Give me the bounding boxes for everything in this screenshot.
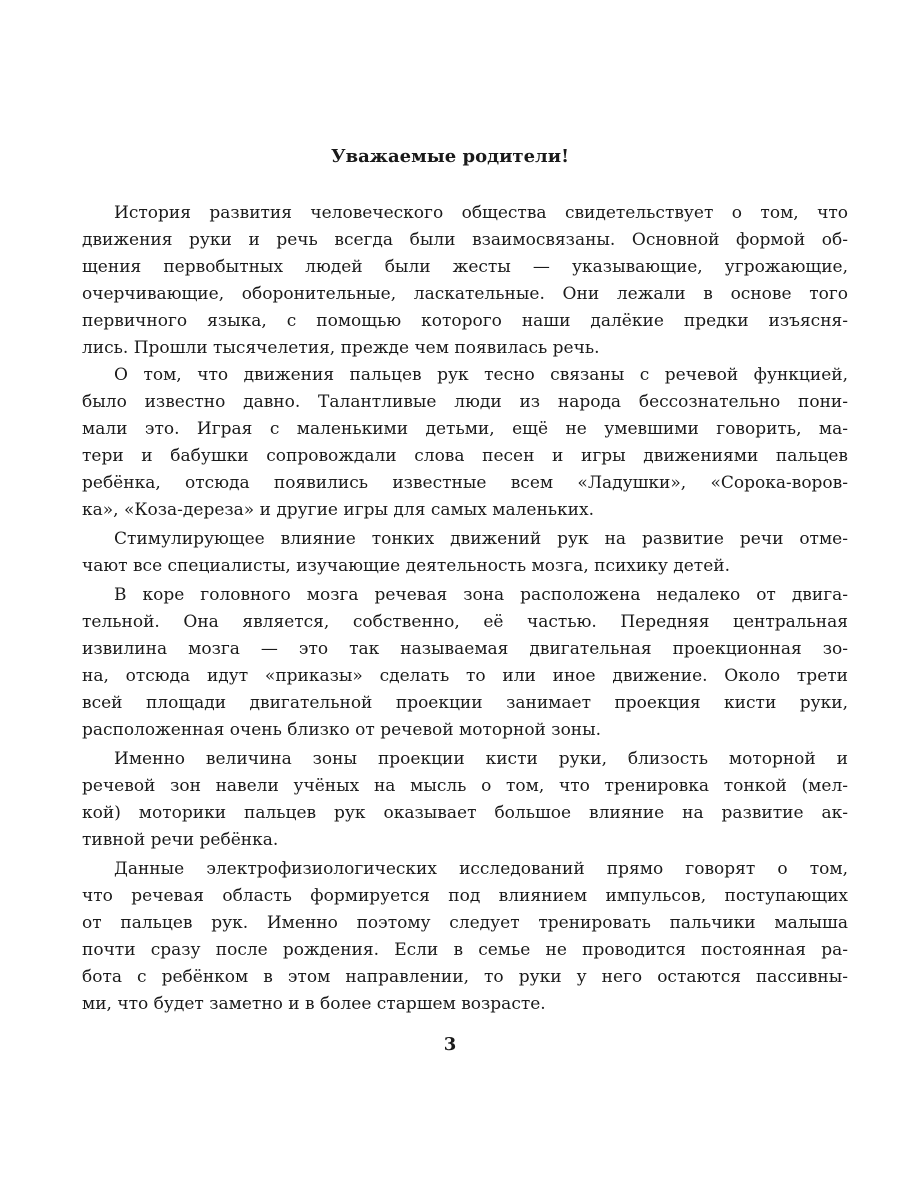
paragraph-6-line-5: бота с ребёнком в этом направлении, то руки у него остаются пассивны- (82, 967, 848, 987)
paragraph-1-line-4: очерчивающие, оборонительные, ласкательные. Они лежали в основе того (82, 284, 848, 304)
paragraph-2-line-3: мали это. Играя с маленькими детьми, ещё не умевшими говорить, ма- (82, 419, 848, 439)
paragraph-4-line-2: тельной. Она является, собственно, её частью. Передняя центральная (82, 612, 848, 632)
paragraph-4-line-1: В коре головного мозга речевая зона расположена недалеко от двига- (114, 585, 848, 605)
paragraph-1-line-3: щения первобытных людей были жесты — указывающие, угрожающие, (82, 257, 848, 277)
paragraph-3-line-1: Стимулирующее влияние тонких движений рук на развитие речи отме- (114, 529, 848, 549)
paragraph-1-line-6: лись. Прошли тысячелетия, прежде чем появилась речь. (82, 338, 600, 358)
paragraph-5-line-2: речевой зон навели учёных на мысль о том, что тренировка тонкой (мел- (82, 776, 848, 796)
paragraph-2-line-2: было известно давно. Талантливые люди из народа бессознательно пони- (82, 392, 848, 412)
paragraph-2-line-5: ребёнка, отсюда появились известные всем «Ладушки», «Сорока-воров- (82, 473, 848, 493)
paragraph-6-line-6: ми, что будет заметно и в более старшем возрасте. (82, 994, 546, 1014)
paragraph-2-line-1: О том, что движения пальцев рук тесно связаны с речевой функцией, (114, 365, 848, 385)
page-title: Уважаемые родители! (331, 146, 569, 167)
paragraph-4-line-3: извилина мозга — это так называемая двигательная проекционная зо- (82, 639, 848, 659)
paragraph-1-line-2: движения руки и речь всегда были взаимосвязаны. Основной формой об- (82, 230, 848, 250)
paragraph-6-line-3: от пальцев рук. Именно поэтому следует тренировать пальчики малыша (82, 913, 848, 933)
paragraph-1-line-1: История развития человеческого общества свидетельствует о том, что (114, 203, 848, 223)
paragraph-1-line-5: первичного языка, с помощью которого наши далёкие предки изъясня- (82, 311, 848, 331)
paragraph-6-line-4: почти сразу после рождения. Если в семье не проводится постоянная ра- (82, 940, 848, 960)
paragraph-6-line-2: что речевая область формируется под влиянием импульсов, поступающих (82, 886, 848, 906)
page-number: 3 (443, 1034, 457, 1055)
paragraph-2-line-6: ка», «Коза-дереза» и другие игры для самых маленьких. (82, 500, 594, 520)
paragraph-5-line-4: тивной речи ребёнка. (82, 830, 279, 850)
paragraph-5-line-3: кой) моторики пальцев рук оказывает большое влияние на развитие ак- (82, 803, 848, 823)
paragraph-4-line-6: расположенная очень близко от речевой моторной зоны. (82, 720, 602, 740)
paragraph-6-line-1: Данные электрофизиологических исследований прямо говорят о том, (114, 859, 848, 879)
paragraph-2-line-4: тери и бабушки сопровождали слова песен и игры движениями пальцев (82, 446, 848, 466)
paragraph-3-line-2: чают все специалисты, изучающие деятельность мозга, психику детей. (82, 556, 730, 576)
paragraph-4-line-4: на, отсюда идут «приказы» сделать то или иное движение. Около трети (82, 666, 848, 686)
paragraph-4-line-5: всей площади двигательной проекции занимает проекция кисти руки, (82, 693, 848, 713)
paragraph-5-line-1: Именно величина зоны проекции кисти руки, близость моторной и (114, 749, 848, 769)
